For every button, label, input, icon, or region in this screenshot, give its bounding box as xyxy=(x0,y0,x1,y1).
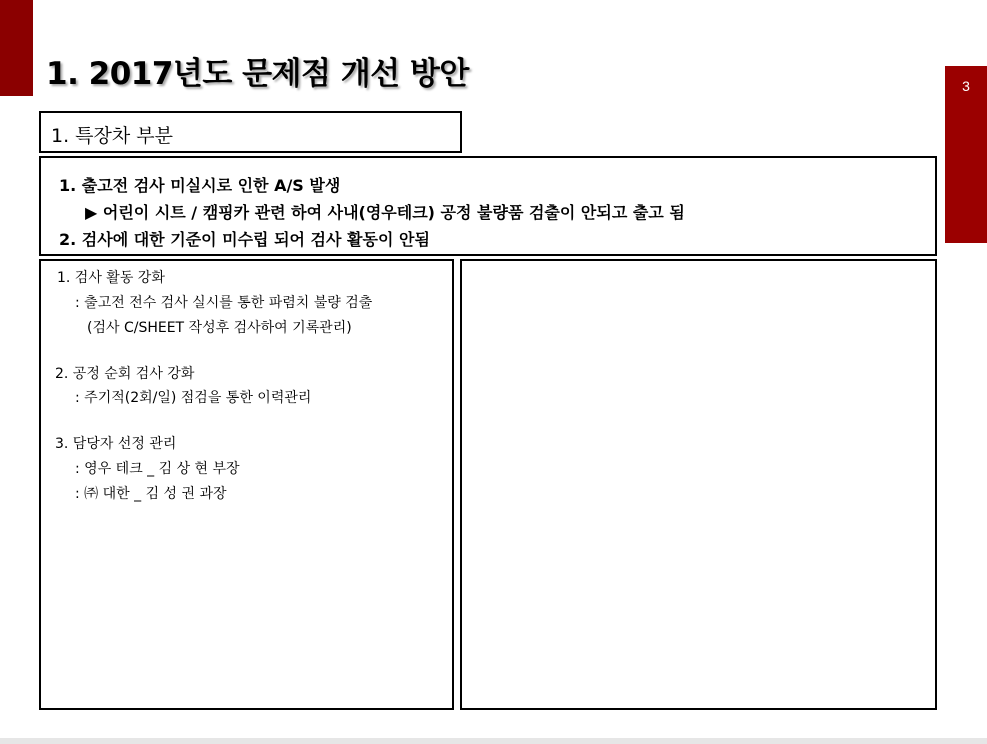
action-item-1-title: 1. 검사 활동 강화 xyxy=(57,270,165,286)
section-header-box xyxy=(39,111,462,153)
empty-content-panel xyxy=(460,259,937,710)
issue-line-1: 1. 출고전 검사 미실시로 인한 A/S 발생 xyxy=(59,176,341,195)
action-item-2-title: 2. 공정 순회 검사 강화 xyxy=(55,366,195,382)
issue-line-2: ▶ 어린이 시트 / 캠핑카 관련 하여 사내(영우테크) 공정 불량품 검출이 안되고 출고 됨 xyxy=(85,203,685,222)
action-item-1-detail: : 출고전 전수 검사 실시를 통한 파렴치 불량 검출 xyxy=(75,295,373,311)
issue-line-3: 2. 검사에 대한 기준이 미수립 되어 검사 활동이 안됨 xyxy=(59,230,430,249)
action-item-1-note: (검사 C/SHEET 작성후 검사하여 기록관리) xyxy=(87,320,352,336)
action-item-3-title: 3. 담당자 선정 관리 xyxy=(55,436,177,452)
left-accent-bar xyxy=(0,0,33,96)
action-item-2-detail: : 주기적(2회/일) 점검을 통한 이력관리 xyxy=(75,390,312,406)
bottom-strip xyxy=(0,738,987,744)
slide-title: 1. 2017년도 문제점 개선 방안 xyxy=(46,56,469,92)
page-number: 3 xyxy=(962,78,970,94)
section-label: 1. 특장차 부분 xyxy=(51,125,173,147)
issues-box xyxy=(39,156,937,256)
action-item-3-detail-1: : 영우 테크 _ 김 상 현 부장 xyxy=(75,461,240,477)
action-plan-panel xyxy=(39,259,454,710)
action-item-3-detail-2: : ㈜ 대한 _ 김 성 권 과장 xyxy=(75,486,227,502)
